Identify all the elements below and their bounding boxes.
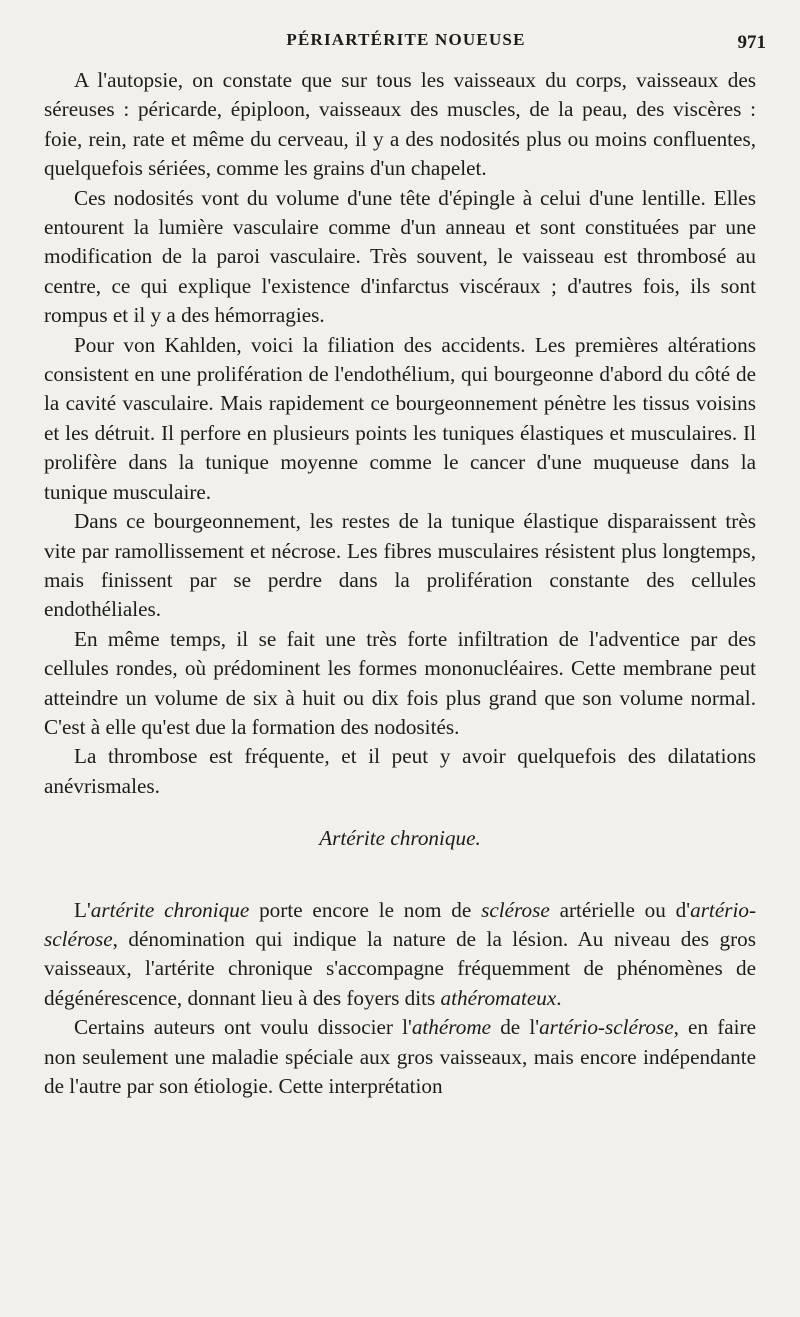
paragraph-bourgeonnement: Dans ce bourgeonnement, les restes de la tunique élastique disparaissent très vite par ramollissement et nécrose. Les fibres musculaires résistent plus longtemps, mais finissent par se perdre dans la prolifération constante des cellules endothéliales. bbox=[44, 509, 756, 622]
italic-term: athéromateux bbox=[440, 985, 557, 1010]
text-run: L' bbox=[74, 897, 91, 922]
text-run: de l' bbox=[491, 1015, 540, 1040]
italic-term: sclérose bbox=[481, 897, 550, 922]
body-text bbox=[44, 66, 756, 1101]
paragraph-arterite-chronique bbox=[44, 896, 756, 1014]
section-heading: Artérite chronique. bbox=[319, 826, 481, 851]
running-head bbox=[40, 30, 772, 58]
page-number: 971 bbox=[737, 32, 766, 53]
paragraph-autopsie: A l'autopsie, on constate que sur tous les vaisseaux du corps, vaisseaux des séreuses : péricarde, épiploon, vaisseaux des muscles, de la peau, des viscères : foie, rein, rate et même du cerveau, il y a des nodosités plus ou moins confluentes, quelquefois sériées, comme les grains d'un chapelet. bbox=[44, 68, 756, 181]
paragraph-nodosites: Ces nodosités vont du volume d'une tête d'épingle à celui d'une lentille. Elles entourent la lumière vasculaire comme d'un anneau et sont constituées par une modification de la paroi vasculaire. Très souvent, le vaisseau est thrombosé au centre, ce qui explique l'existence d'infarctus viscéraux ; d'autres fois, ils sont rompus et il y a des hémorragies. bbox=[44, 185, 756, 328]
italic-term: artério-sclérose bbox=[539, 1015, 674, 1040]
paragraph-thrombose: La thrombose est fréquente, et il peut y avoir quelquefois des dilatations anévrismales. bbox=[44, 744, 756, 798]
paragraph-von-kahlden: Pour von Kahlden, voici la filiation des accidents. Les premières altérations consistent en une prolifération de l'endothélium, qui bourgeonne d'abord du côté de la cavité vasculaire. Mais rapidement ce bourgeonnement pénètre les tissus voisins et les détruit. Il perfore en plusieurs points les tuniques élastiques et musculaires. Il prolifère dans la tunique moyenne comme le cancer d'une muqueuse dans la tunique musculaire. bbox=[44, 332, 756, 504]
text-run: porte encore le nom de bbox=[249, 897, 482, 922]
text-run: Certains auteurs ont voulu dissocier l' bbox=[74, 1015, 412, 1040]
italic-term: athérome bbox=[411, 1015, 492, 1040]
paragraph-atherome bbox=[44, 1013, 756, 1101]
text-run: artérielle ou d' bbox=[549, 897, 691, 922]
text-run: . bbox=[556, 985, 562, 1010]
paragraph-adventice: En même temps, il se fait une très forte infiltration de l'adventice par des cellules rondes, où prédominent les formes mononucléaires. Cette membrane peut atteindre un volume de six à huit ou dix fois plus grand que son volume normal. C'est à elle qu'est due la formation des nodosités. bbox=[44, 626, 756, 739]
running-title: PÉRIARTÉRITE NOUEUSE bbox=[286, 30, 526, 49]
italic-term: artério-sclérose bbox=[44, 897, 757, 951]
italic-term: artérite chronique bbox=[90, 897, 250, 922]
text-run: , en faire non seulement une maladie spéciale aux gros vaisseaux, mais encore indépendante de l'autre par son étiologie. Cette interprétation bbox=[44, 1015, 756, 1098]
text-run: , dénomination qui indique la nature de la lésion. Au niveau des gros vaisseaux, l'artérite chronique s'accompagne fréquemment de phénomènes de dégénérescence, donnant lieu à des foyers dits bbox=[44, 926, 756, 1010]
